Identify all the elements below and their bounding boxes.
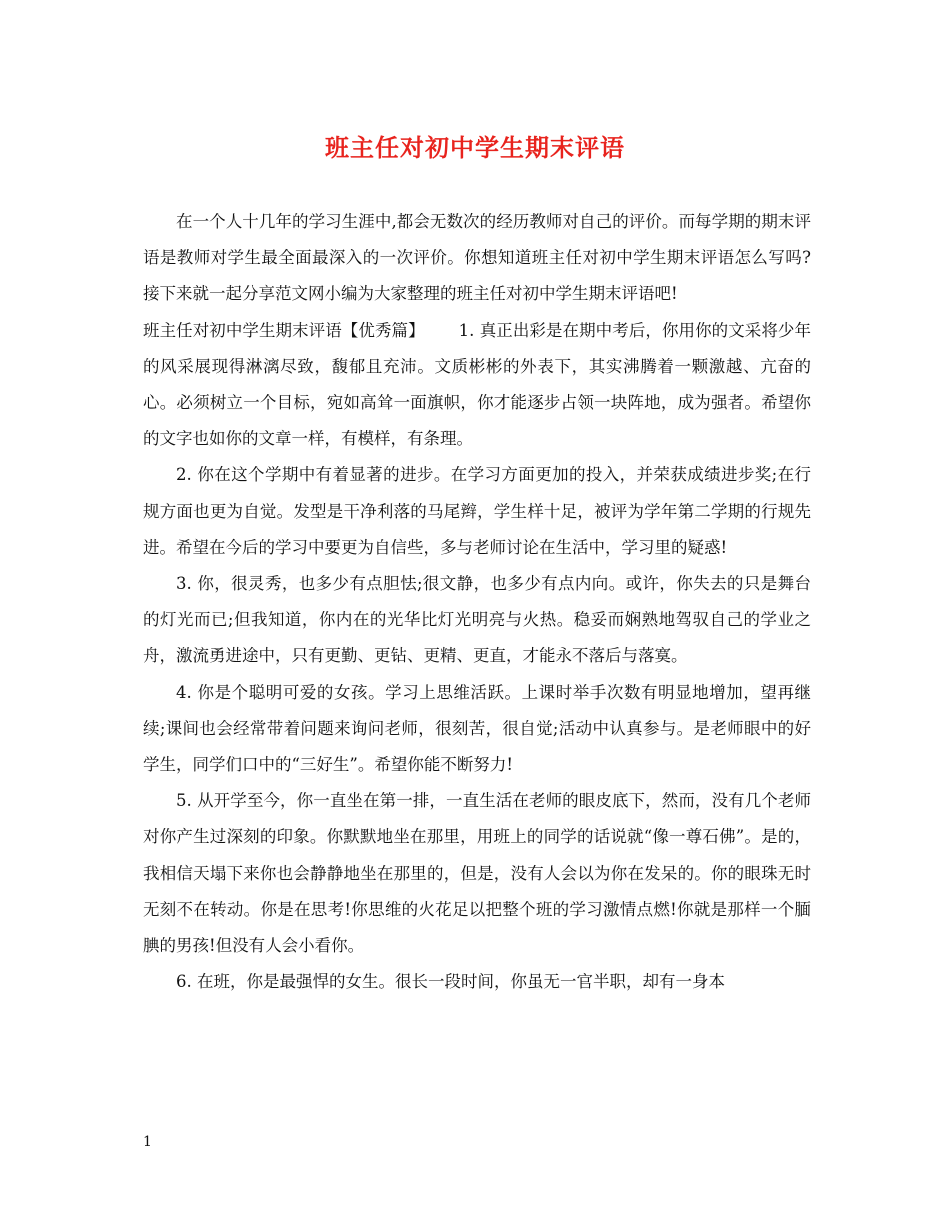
section-heading: 班主任对初中学生期末评语【优秀篇】 <box>143 320 425 340</box>
page-number: 1 <box>143 1134 152 1150</box>
comment-paragraph-2: 2. 你在这个学期中有着显著的进步。在学习方面更加的投入，并荣获成绩进步奖;在行规方面也更为自觉。发型是干净利落的马尾辫，学生样十足，被评为学年第二学期的行规先进。希望在今后的学习中要更为自信些，多与老师讨论在生活中，学习里的疑惑! <box>143 465 811 557</box>
document-title: 班主任对初中学生期末评语 <box>325 133 625 162</box>
comment-paragraph-3: 3. 你，很灵秀，也多少有点胆怯;很文静，也多少有点内向。或许，你失去的只是舞台的灯光而已;但我知道，你内在的光华比灯光明亮与火热。稳妥而娴熟地驾驭自己的学业之舟，激流勇进途中，只有更勤、更钻、更精、更直，才能永不落后与落寞。 <box>143 574 811 666</box>
comment-1-text: 1. 真正出彩是在期中考后，你用你的文采将少年的风采展现得淋漓尽致，馥郁且充沛。文质彬彬的外表下，其实沸腾着一颗激越、亢奋的心。必须树立一个目标，宛如高耸一面旗帜，你才能逐步占领一块阵地，成为强者。希望你的文字也如你的文章一样，有模样，有条理。 <box>143 320 811 449</box>
comment-paragraph-1 <box>143 313 811 458</box>
comment-paragraph-5: 5. 从开学至今，你一直坐在第一排，一直生活在老师的眼皮底下，然而，没有几个老师对你产生过深刻的印象。你默默地坐在那里，用班上的同学的话说就“像一尊石佛”。是的，我相信天塌下来你也会静静地坐在那里的，但是，没有人会以为你在发呆的。你的眼珠无时无刻不在转动。你是在思考!你思维的火花足以把整个班的学习激情点燃!你就是那样一个腼腆的男孩!但没有人会小看你。 <box>143 791 811 956</box>
intro-paragraph: 在一个人十几年的学习生涯中,都会无数次的经历教师对自己的评价。而每学期的期末评语是教师对学生最全面最深入的一次评价。你想知道班主任对初中学生期末评语怎么写吗?接下来就一起分享范文网小编为大家整理的班主任对初中学生期末评语吧! <box>143 212 811 304</box>
comment-paragraph-4: 4. 你是个聪明可爱的女孩。学习上思维活跃。上课时举手次数有明显地增加，望再继续;课间也会经常带着问题来询问老师，很刻苦，很自觉;活动中认真参与。是老师眼中的好学生，同学们口中的“三好生”。希望你能不断努力! <box>143 682 811 775</box>
comment-paragraph-6: 6. 在班，你是最强悍的女生。很长一段时间，你虽无一官半职，却有一身本 <box>176 972 725 992</box>
document-body <box>143 204 811 1000</box>
